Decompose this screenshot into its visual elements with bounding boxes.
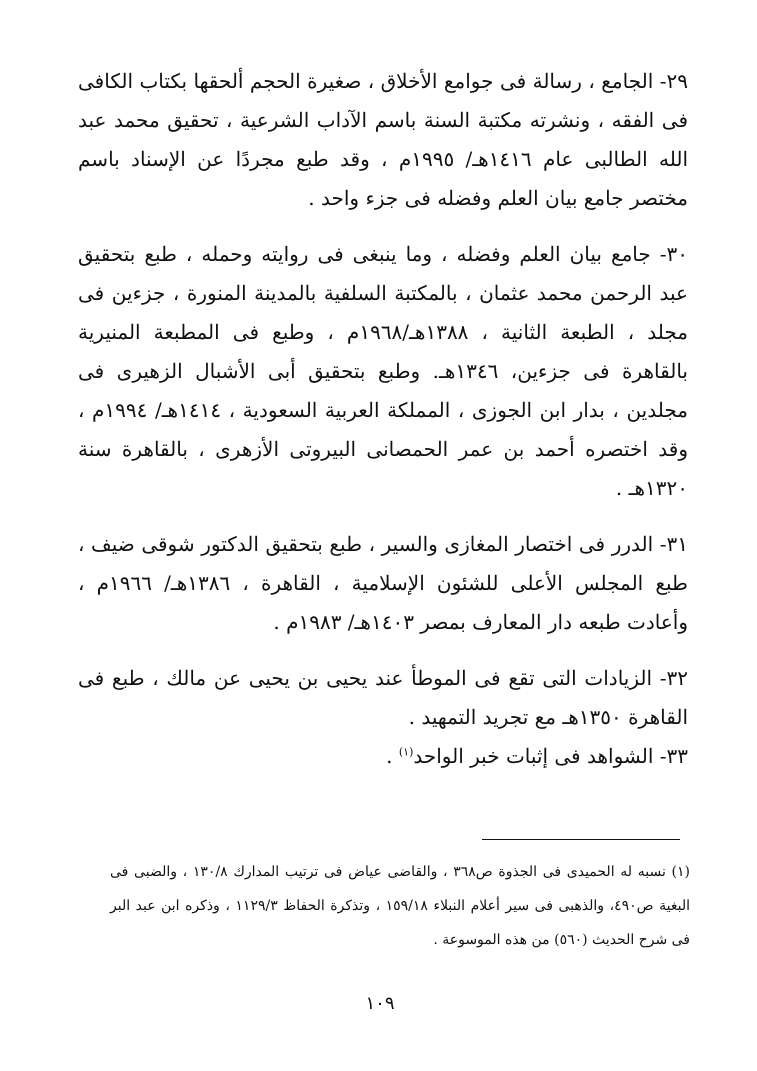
footnote-marker: (١) [398,745,414,759]
entry-number: ٣٠- [659,242,688,266]
entry-text: الشواهد فى إثبات خبر الواحد [413,744,654,768]
entry-number: ٢٩- [659,69,688,93]
entry-text: الجامع ، رسالة فى جوامع الأخلاق ، صغيرة الحجم ألحقها بكتاب الكافى فى الفقه ، ونشرته مكتبة السنة باسم الآداب الشرعية ، تحقيق محمد عبد الله الطالبى عام ١٤١٦هـ/ ١٩٩٥م ، وقد طبع مجردًا عن الإسناد باسم مختصر جامع بيان العلم وفضله فى جزء واحد . [78,69,688,210]
page-number: ١٠٩ [365,993,395,1014]
entry-number: ٣٣- [659,744,688,768]
entry-31 [78,525,688,642]
footnote: (١) نسبه له الحميدى فى الجذوة ص٣٦٨ ، والقاضى عياض فى ترتيب المدارك ١٣٠/٨ ، والضبى فى البغية ص٤٩٠، والذهبى فى سير أعلام النبلاء ١٥٩/١٨ ، وتذكرة الحفاظ ١١٢٩/٣ ، وذكره ابن عبد البر فى شرح الحديث (٥٦٠) من هذه الموسوعة . [110,864,690,948]
entry-number: ٣١- [659,532,688,556]
footnote-separator [482,839,680,840]
entry-text: جامع بيان العلم وفضله ، وما ينبغى فى روايته وحمله ، طبع بتحقيق عبد الرحمن محمد عثمان ، بالمكتبة السلفية بالمدينة المنورة ، جزءين فى مجلد ، الطبعة الثانية ، ١٣٨٨هـ/١٩٦٨م ، وطبع فى المطبعة المنيرية بالقاهرة فى جزءين، ١٣٤٦هـ. وطبع بتحقيق أبى الأشبال الزهيرى فى مجلدين ، بدار ابن الجوزى ، المملكة العربية السعودية ، ١٤١٤هـ/ ١٩٩٤م ، وقد اختصره أحمد بن عمر الحمصانى البيروتى الأزهرى ، بالقاهرة سنة ١٣٢٠هـ . [78,242,688,500]
entry-text: الدرر فى اختصار المغازى والسير ، طبع بتحقيق الدكتور شوقى ضيف ، طبع المجلس الأعلى للشئون الإسلامية ، القاهرة ، ١٣٨٦هـ/ ١٩٦٦م ، وأعادت طبعه دار المعارف بمصر ١٤٠٣هـ/ ١٩٨٣م . [78,532,688,634]
entry-text: الزيادات التى تقع فى الموطأ عند يحيى بن يحيى عن مالك ، طبع فى القاهرة ١٣٥٠هـ مع تجريد التمهيد . [78,666,688,729]
entry-30 [78,235,688,508]
entry-number: ٣٢- [659,666,688,690]
entry-32 [78,659,688,737]
main-text [78,62,688,776]
entry-trailing-punctuation: . [386,744,399,768]
entry-29 [78,62,688,218]
entry-33 [78,737,688,776]
